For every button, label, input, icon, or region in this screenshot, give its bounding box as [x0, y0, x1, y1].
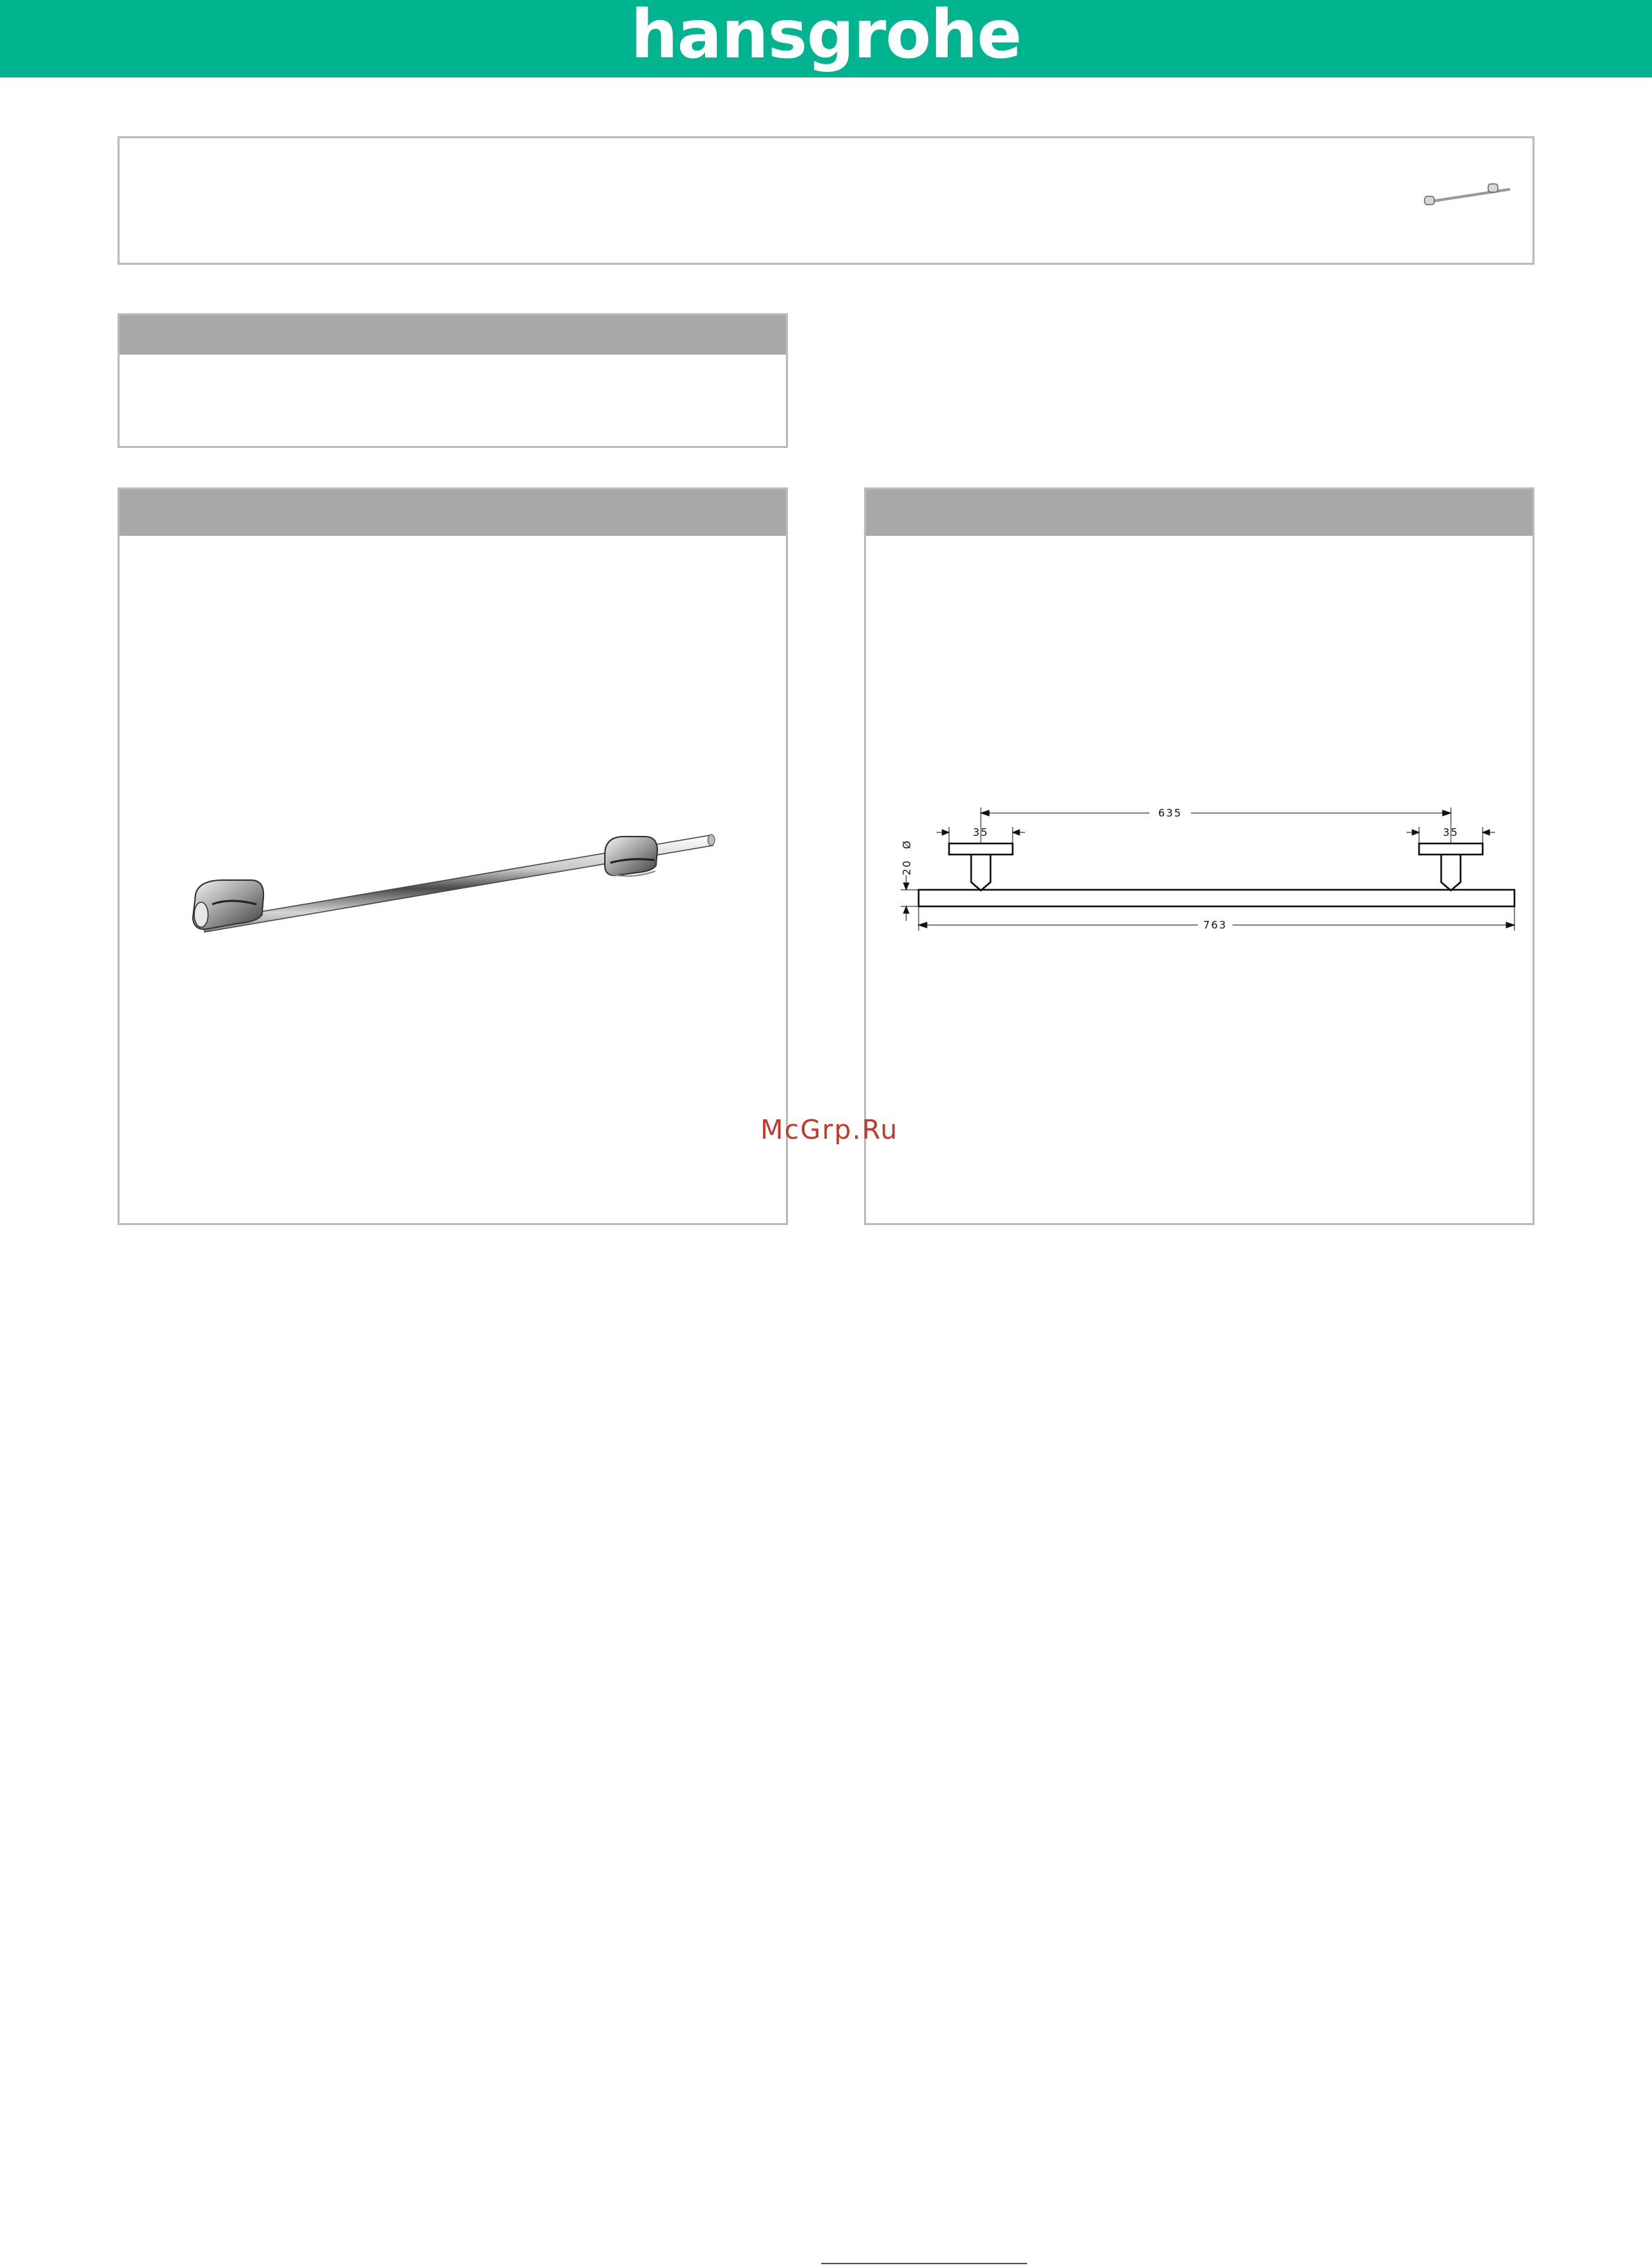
- dim-left-offset-label: 35: [973, 826, 989, 839]
- product-title-frame: [118, 136, 1534, 265]
- brand-logo: hansgrohe: [630, 0, 1022, 73]
- drawing-frame-header: [866, 489, 1532, 536]
- product-photo-frame: [118, 487, 788, 1225]
- dimension-drawing: [873, 794, 1530, 960]
- product-thumbnail: [1423, 180, 1513, 207]
- dim-diameter-symbol: Ø: [901, 839, 913, 849]
- dim-length-label: 763: [1203, 919, 1228, 931]
- header-bar: [0, 0, 1652, 77]
- info-frame-header: [120, 315, 786, 355]
- watermark: McGrp.Ru: [760, 1114, 899, 1145]
- footer-divider: [821, 2263, 1027, 2264]
- photo-frame-header: [120, 489, 786, 536]
- dim-diameter-label: 20: [901, 859, 913, 875]
- dim-right-offset-label: 35: [1443, 826, 1459, 839]
- dim-spacing-label: 635: [1158, 807, 1183, 819]
- info-frame: [118, 313, 788, 448]
- towel-bar-photo: [182, 794, 735, 960]
